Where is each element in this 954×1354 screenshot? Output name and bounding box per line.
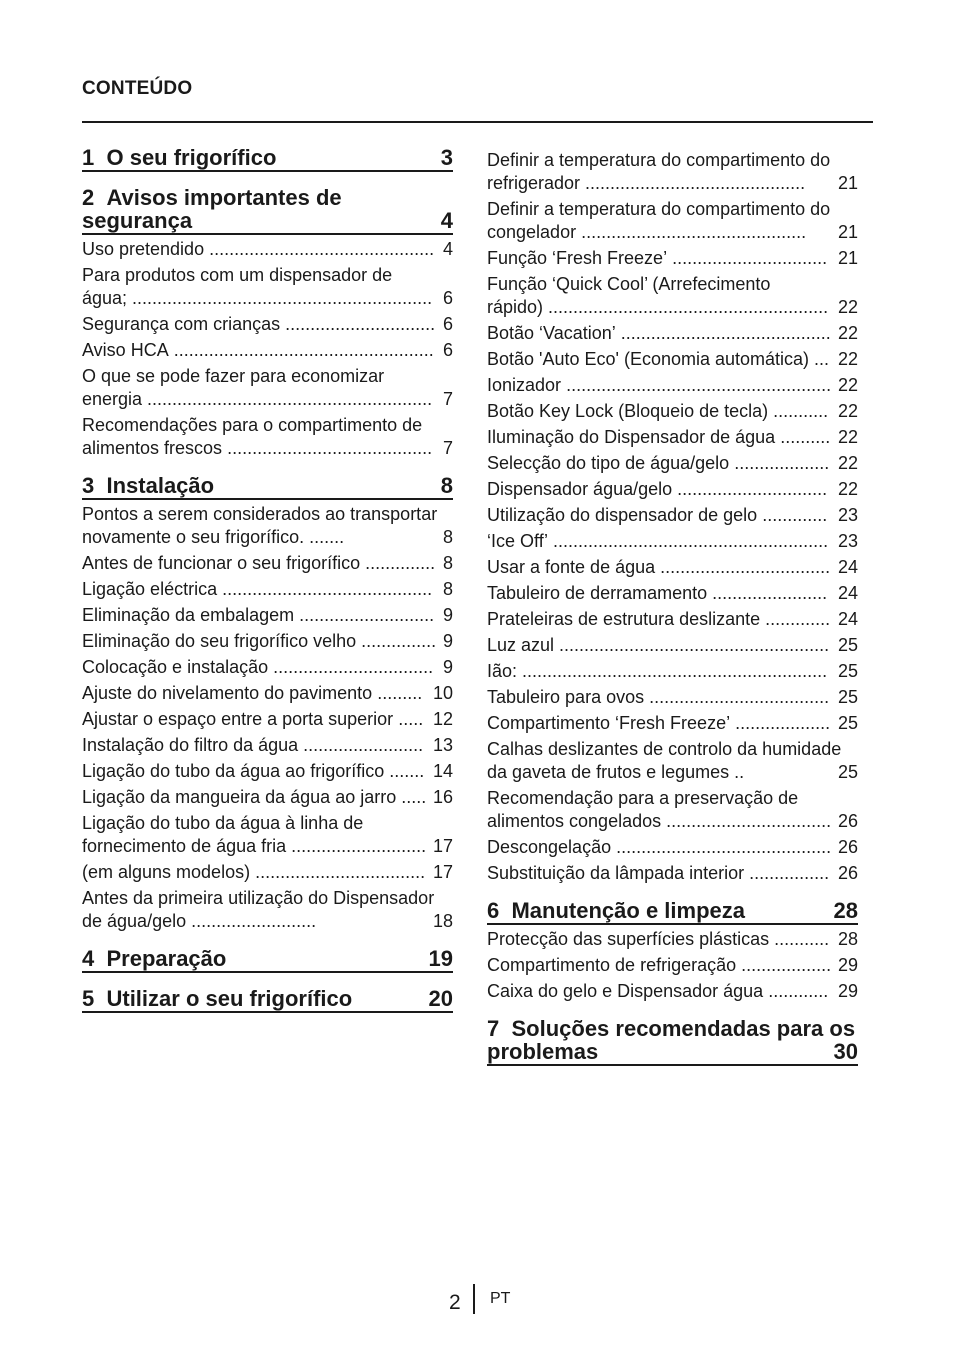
toc-entry-page: 17 xyxy=(432,836,453,856)
toc-entry-page: 22 xyxy=(837,375,858,395)
toc-entry[interactable] xyxy=(487,478,858,501)
toc-section-title xyxy=(82,473,214,498)
toc-leader-dots: ........................ xyxy=(298,735,424,755)
toc-entry[interactable] xyxy=(487,322,858,345)
toc-leader-dots: .............................. xyxy=(672,479,828,499)
toc-entry-page: 8 xyxy=(442,579,453,599)
toc-leader-dots: .. xyxy=(729,762,745,782)
toc-entry-page: 28 xyxy=(837,929,858,949)
toc-entry-text: Ligação do tubo da água ao frigorífico xyxy=(82,761,385,781)
toc-leader-dots: ................... xyxy=(730,713,831,733)
toc-entry-text: ‘Ice Off’ xyxy=(487,531,549,551)
toc-leader-dots: ............. xyxy=(760,609,831,629)
toc-entry-page: 22 xyxy=(837,479,858,499)
toc-entry-page: 9 xyxy=(442,605,453,625)
toc-leader-dots: ....... xyxy=(384,761,425,781)
toc-entry[interactable] xyxy=(487,247,858,270)
toc-section-title xyxy=(82,986,352,1011)
toc-leader-dots: ......................................... xyxy=(222,438,433,458)
toc-entry-page: 21 xyxy=(837,173,858,193)
toc-entry[interactable] xyxy=(82,887,453,933)
toc-section-page: 19 xyxy=(428,946,453,971)
toc-entry[interactable] xyxy=(487,712,858,735)
toc-leader-dots: ........................................................ xyxy=(543,297,829,317)
toc-entry-text: Tabuleiro para ovos xyxy=(487,687,645,707)
toc-entry-text: Ajuste do nivelamento do pavimento xyxy=(82,683,373,703)
toc-entry-text: Utilização do dispensador de gelo xyxy=(487,505,758,525)
toc-entry-text: Botão Key Lock (Bloqueio de tecla) xyxy=(487,401,769,421)
toc-entry-page: 14 xyxy=(432,761,453,781)
toc-entry[interactable] xyxy=(82,656,453,679)
toc-entry-text: O que se pode fazer para economizar energia xyxy=(82,366,385,409)
toc-entry[interactable] xyxy=(82,682,453,705)
toc-entry-page: 6 xyxy=(442,340,453,360)
toc-entry-page: 8 xyxy=(442,553,453,573)
toc-entry-page: 29 xyxy=(837,955,858,975)
toc-entry[interactable] xyxy=(487,400,858,423)
toc-leader-dots: .................................... xyxy=(644,687,830,707)
toc-section-page: 3 xyxy=(440,145,453,170)
toc-entry-text: Ligação do tubo da água à linha de fornecimento de água fria xyxy=(82,813,364,856)
toc-entry-text: Ião: xyxy=(487,661,518,681)
toc-section-heading[interactable] xyxy=(487,899,858,925)
toc-entry[interactable] xyxy=(82,708,453,731)
toc-entry[interactable] xyxy=(487,862,858,885)
toc-section-heading[interactable] xyxy=(82,947,453,973)
toc-entry[interactable] xyxy=(82,812,453,858)
language-code: PT xyxy=(490,1290,511,1307)
toc-leader-dots: ................................. xyxy=(661,811,832,831)
toc-entry-page: 21 xyxy=(837,222,858,242)
toc-entry[interactable] xyxy=(487,582,858,605)
toc-entry[interactable] xyxy=(487,556,858,579)
toc-entry-text: Recomendação para a preservação de alimentos congelados xyxy=(487,788,799,831)
toc-entry-text: Colocação e instalação xyxy=(82,657,269,677)
toc-entry-page: 22 xyxy=(837,349,858,369)
toc-entry[interactable] xyxy=(487,198,858,244)
toc-section-title xyxy=(82,185,342,233)
toc-entry[interactable] xyxy=(82,414,453,460)
toc-entry-text: Instalação do filtro da água xyxy=(82,735,299,755)
toc-entry-page: 22 xyxy=(837,297,858,317)
toc-entry[interactable] xyxy=(82,503,453,549)
toc-entry-text: Ligação eléctrica xyxy=(82,579,218,599)
toc-section-text: Utilizar o seu frigorífico xyxy=(106,986,353,1011)
toc-entry-page: 10 xyxy=(432,683,453,703)
toc-entry-page: 22 xyxy=(837,427,858,447)
page-number: 2 xyxy=(449,1291,461,1314)
toc-leader-dots: .......................................... xyxy=(217,579,433,599)
toc-leader-dots: ............ xyxy=(763,981,829,1001)
toc-entry-text: Segurança com crianças xyxy=(82,314,281,334)
toc-section-title xyxy=(487,1016,855,1064)
toc-leader-dots: .................................. xyxy=(655,557,831,577)
toc-section-heading[interactable] xyxy=(82,987,453,1013)
toc-entry-text: Usar a fonte de água xyxy=(487,557,656,577)
toc-entry[interactable] xyxy=(487,530,858,553)
toc-entry[interactable] xyxy=(487,426,858,449)
toc-entry-text: Antes de funcionar o seu frigorífico xyxy=(82,553,361,573)
toc-entry-text: Calhas deslizantes de controlo da humidade da gaveta de frutos e legumes xyxy=(487,739,842,782)
toc-entry[interactable] xyxy=(82,630,453,653)
toc-section-page: 4 xyxy=(440,208,453,233)
toc-entry-text: Botão ‘Vacation’ xyxy=(487,323,616,343)
toc-entry-text: Luz azul xyxy=(487,635,555,655)
toc-entry[interactable] xyxy=(82,760,453,783)
toc-entry-page: 26 xyxy=(837,811,858,831)
toc-entry-page: 24 xyxy=(837,583,858,603)
toc-entry[interactable] xyxy=(82,604,453,627)
toc-leader-dots: ..... xyxy=(396,787,427,807)
toc-section-number: 5 xyxy=(82,986,95,1011)
toc-section-page: 30 xyxy=(833,1039,858,1064)
toc-leader-dots: ......... xyxy=(372,683,423,703)
toc-entry[interactable] xyxy=(82,313,453,336)
toc-entry-text: Definir a temperatura do compartimento do refrigerador xyxy=(487,150,831,193)
toc-entry[interactable] xyxy=(487,787,858,833)
toc-section-page: 8 xyxy=(440,473,453,498)
toc-entry-text: Eliminação do seu frigorífico velho xyxy=(82,631,357,651)
toc-entry-page: 13 xyxy=(432,735,453,755)
toc-leader-dots: ......................................................... xyxy=(142,389,433,409)
toc-entry[interactable] xyxy=(487,954,858,977)
toc-entry[interactable] xyxy=(487,634,858,657)
toc-entry-text: Pontos a serem considerados ao transportar novamente o seu frigorífico. xyxy=(82,504,438,547)
toc-entry-page: 7 xyxy=(442,438,453,458)
toc-entry-page: 23 xyxy=(837,505,858,525)
toc-entry-page: 25 xyxy=(837,762,858,782)
toc-entry-text: Prateleiras de estrutura deslizante xyxy=(487,609,761,629)
toc-entry-page: 12 xyxy=(432,709,453,729)
toc-entry-text: Antes da primeira utilização do Dispensador de água/gelo xyxy=(82,888,435,931)
toc-entry-page: 6 xyxy=(442,288,453,308)
toc-entry-page: 17 xyxy=(432,862,453,882)
toc-entry-text: Definir a temperatura do compartimento do congelador xyxy=(487,199,831,242)
toc-entry-page: 7 xyxy=(442,389,453,409)
toc-leader-dots: ........................... xyxy=(286,836,427,856)
toc-entry-page: 26 xyxy=(837,837,858,857)
toc-entry-text: Eliminação da embalagem xyxy=(82,605,295,625)
toc-leader-dots: ............................................................ xyxy=(127,288,433,308)
toc-entry-text: Caixa do gelo e Dispensador água xyxy=(487,981,764,1001)
toc-entry[interactable] xyxy=(487,273,858,319)
toc-leader-dots: .............................. xyxy=(280,314,436,334)
toc-entry-text: Ionizador xyxy=(487,375,562,395)
toc-section-title xyxy=(82,946,226,971)
toc-leader-dots: ..... xyxy=(393,709,424,729)
toc-entry-page: 25 xyxy=(837,713,858,733)
toc-entry-text: Botão 'Auto Eco' (Economia automática) xyxy=(487,349,810,369)
toc-column-right xyxy=(487,146,858,1068)
toc-section-heading[interactable] xyxy=(82,146,453,172)
toc-entry-page: 29 xyxy=(837,981,858,1001)
toc-leader-dots: ............................... xyxy=(667,248,828,268)
toc-section-text: Avisos importantes de segurança xyxy=(82,185,342,233)
toc-entry-text: Aviso HCA xyxy=(82,340,169,360)
toc-entry-page: 23 xyxy=(837,531,858,551)
toc-entry[interactable] xyxy=(487,836,858,859)
footer-divider xyxy=(473,1284,475,1314)
toc-leader-dots: ........... xyxy=(769,929,830,949)
toc-entry[interactable] xyxy=(82,861,453,884)
toc-leader-dots: ............... xyxy=(356,631,437,651)
toc-leader-dots: .......................................... xyxy=(615,323,831,343)
toc-entry[interactable] xyxy=(487,660,858,683)
toc-entry[interactable] xyxy=(487,686,858,709)
toc-section-number: 1 xyxy=(82,145,95,170)
toc-leader-dots: ................ xyxy=(744,863,830,883)
toc-leader-dots: ............................................. xyxy=(576,222,807,242)
toc-section-page: 20 xyxy=(428,986,453,1011)
toc-entry[interactable] xyxy=(487,504,858,527)
toc-entry-text: Ajustar o espaço entre a porta superior xyxy=(82,709,394,729)
toc-entry-page: 25 xyxy=(837,687,858,707)
toc-entry-page: 16 xyxy=(432,787,453,807)
toc-entry-text: Recomendações para o compartimento de alimentos frescos xyxy=(82,415,423,458)
toc-entry-text: Iluminação do Dispensador de água xyxy=(487,427,776,447)
toc-leader-dots: ........................................... xyxy=(611,837,832,857)
toc-entry[interactable] xyxy=(82,734,453,757)
toc-entry[interactable] xyxy=(487,608,858,631)
toc-entry-text: Ligação da mangueira da água ao jarro xyxy=(82,787,397,807)
toc-entry-page: 9 xyxy=(442,631,453,651)
toc-entry-text: Uso pretendido xyxy=(82,239,205,259)
toc-entry[interactable] xyxy=(487,928,858,951)
toc-section-text: Soluções recomendadas para os problemas xyxy=(487,1016,856,1064)
toc-section-heading[interactable] xyxy=(82,474,453,500)
toc-leader-dots: ... xyxy=(809,349,830,369)
toc-leader-dots: ....... xyxy=(304,527,345,547)
toc-entry[interactable] xyxy=(82,578,453,601)
toc-leader-dots: .......... xyxy=(775,427,831,447)
toc-leader-dots: .............. xyxy=(360,553,436,573)
toc-leader-dots: ....................... xyxy=(707,583,828,603)
toc-entry[interactable] xyxy=(487,452,858,475)
toc-entry-text: Tabuleiro de derramamento xyxy=(487,583,708,603)
toc-entry-page: 25 xyxy=(837,635,858,655)
toc-entry-text: Função ‘Fresh Freeze’ xyxy=(487,248,668,268)
toc-column-left xyxy=(82,146,453,1015)
toc-section-text: Instalação xyxy=(106,473,215,498)
toc-leader-dots: ........................... xyxy=(294,605,435,625)
toc-entry[interactable] xyxy=(82,339,453,362)
toc-entry-page: 24 xyxy=(837,609,858,629)
toc-entry[interactable] xyxy=(82,552,453,575)
toc-leader-dots: ............................................ xyxy=(580,173,806,193)
toc-section-heading[interactable] xyxy=(487,1017,858,1066)
toc-leader-dots: .................................................... xyxy=(168,340,434,360)
toc-entry-text: Protecção das superfícies plásticas xyxy=(487,929,770,949)
toc-entry[interactable] xyxy=(82,786,453,809)
toc-entry[interactable] xyxy=(487,348,858,371)
toc-section-title xyxy=(82,145,276,170)
toc-entry-page: 9 xyxy=(442,657,453,677)
toc-entry-text: Dispensador água/gelo xyxy=(487,479,673,499)
toc-entry[interactable] xyxy=(82,238,453,261)
toc-leader-dots: ................................ xyxy=(268,657,434,677)
toc-entry-text: Substituição da lâmpada interior xyxy=(487,863,745,883)
toc-leader-dots: ........... xyxy=(768,401,829,421)
header-divider xyxy=(82,121,873,123)
toc-entry-page: 21 xyxy=(837,248,858,268)
toc-section-number: 6 xyxy=(487,898,500,923)
toc-entry[interactable] xyxy=(82,365,453,411)
toc-entry[interactable] xyxy=(487,149,858,195)
toc-section-text: Preparação xyxy=(106,946,227,971)
toc-leader-dots: ....................................................... xyxy=(548,531,829,551)
toc-leader-dots: .................................. xyxy=(250,862,426,882)
toc-section-number: 3 xyxy=(82,473,95,498)
toc-entry-page: 26 xyxy=(837,863,858,883)
toc-entry-page: 22 xyxy=(837,323,858,343)
toc-entry[interactable] xyxy=(82,264,453,310)
toc-leader-dots: ............................................................. xyxy=(517,661,828,681)
toc-leader-dots: ................... xyxy=(729,453,830,473)
toc-entry-page: 22 xyxy=(837,453,858,473)
toc-leader-dots: .................. xyxy=(736,955,832,975)
toc-entry-page: 24 xyxy=(837,557,858,577)
toc-section-text: O seu frigorífico xyxy=(106,145,277,170)
toc-entry-text: Descongelação xyxy=(487,837,612,857)
toc-entry-text: Selecção do tipo de água/gelo xyxy=(487,453,730,473)
toc-entry-text: Para produtos com um dispensador de água; xyxy=(82,265,393,308)
toc-entry-page: 6 xyxy=(442,314,453,334)
toc-section-number: 2 xyxy=(82,185,95,210)
toc-entry-page: 25 xyxy=(837,661,858,681)
toc-section-number: 4 xyxy=(82,946,95,971)
toc-entry[interactable] xyxy=(487,374,858,397)
toc-section-number: 7 xyxy=(487,1016,500,1041)
toc-entry-text: Compartimento ‘Fresh Freeze’ xyxy=(487,713,731,733)
toc-entry-page: 18 xyxy=(432,911,453,931)
toc-entry[interactable] xyxy=(487,738,858,784)
toc-leader-dots: ............. xyxy=(757,505,828,525)
toc-entry-page: 4 xyxy=(442,239,453,259)
toc-entry-page: 22 xyxy=(837,401,858,421)
toc-section-page: 28 xyxy=(833,898,858,923)
toc-leader-dots: ............................................. xyxy=(204,239,435,259)
document-title: CONTEÚDO xyxy=(82,78,193,99)
toc-entry-text: Função ‘Quick Cool’ (Arrefecimento rápido) xyxy=(487,274,771,317)
toc-entry[interactable] xyxy=(487,980,858,1003)
toc-section-heading[interactable] xyxy=(82,186,453,235)
toc-entry-page: 8 xyxy=(442,527,453,547)
toc-section-title xyxy=(487,898,745,923)
toc-leader-dots: ...................................................... xyxy=(554,635,830,655)
toc-leader-dots: ..................................................... xyxy=(561,375,832,395)
toc-section-text: Manutenção e limpeza xyxy=(511,898,745,923)
toc-entry-text: (em alguns modelos) xyxy=(82,862,251,882)
toc-entry-text: Compartimento de refrigeração xyxy=(487,955,737,975)
toc-leader-dots: ......................... xyxy=(186,911,317,931)
